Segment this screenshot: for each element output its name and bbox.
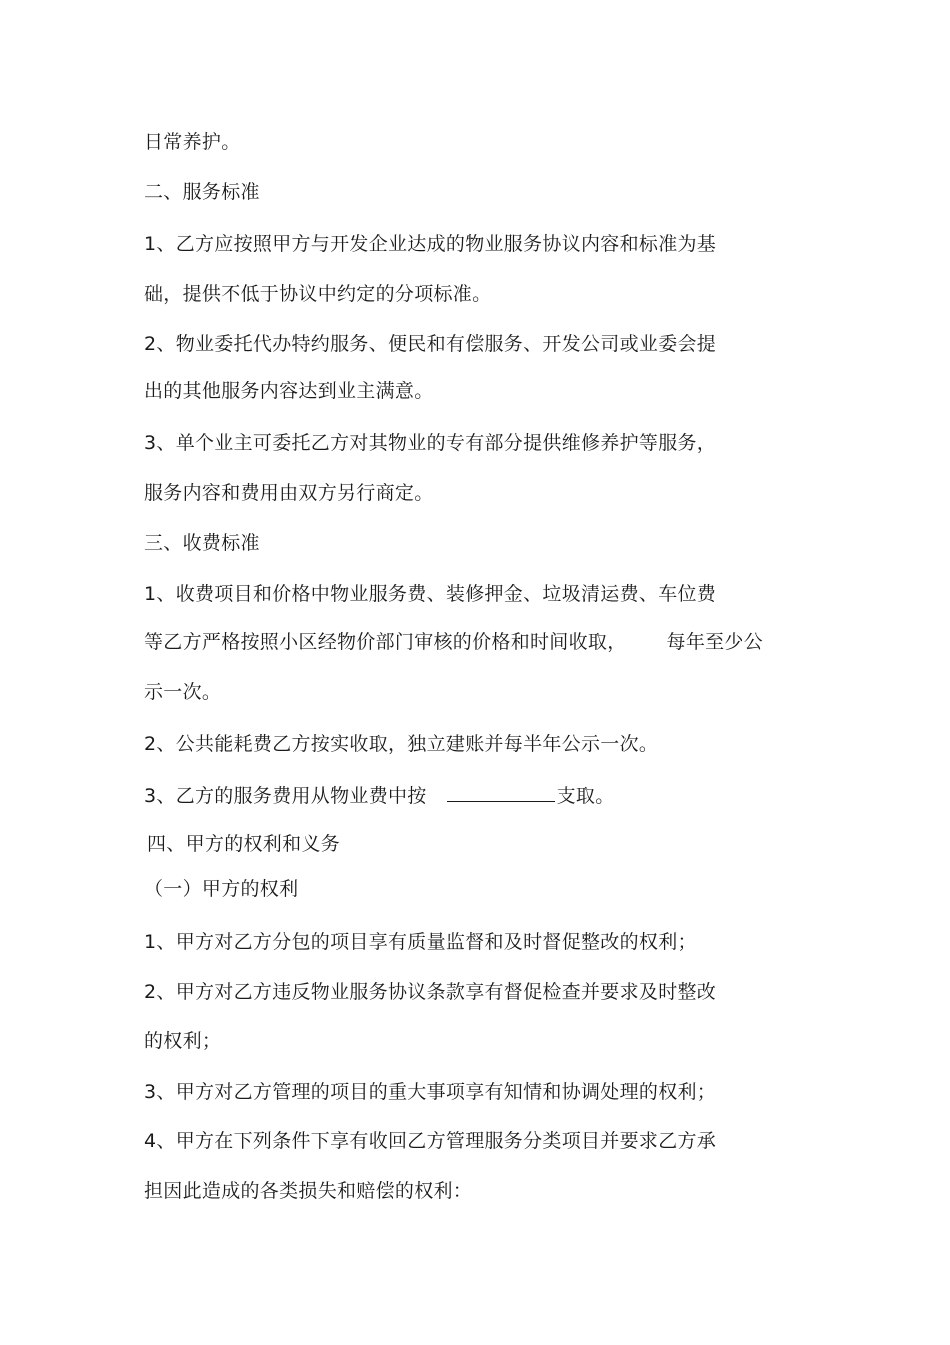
text-line: 1、收费项目和价格中物业服务费、装修押金、垃圾清运费、车位费	[144, 583, 717, 605]
fill-in-blank	[447, 783, 555, 802]
text-line: 1、甲方对乙方分包的项目享有质量监督和及时督促整改的权利；	[144, 931, 697, 953]
text-segment: 每年至少公	[666, 631, 764, 653]
text-line: 3、甲方对乙方管理的项目的重大事项享有知情和协调处理的权利；	[144, 1081, 717, 1103]
text-line: 2、公共能耗费乙方按实收取，独立建账并每半年公示一次。	[144, 733, 659, 755]
text-line: 日常养护。	[144, 131, 241, 153]
section-heading: 二、服务标准	[144, 181, 260, 203]
text-line	[144, 783, 615, 808]
text-line: 2、物业委托代办特约服务、便民和有偿服务、开发公司或业委会提	[144, 333, 717, 355]
text-line: 的权利；	[144, 1030, 222, 1052]
text-line: 出的其他服务内容达到业主满意。	[144, 380, 434, 402]
text-segment: 3、乙方的服务费用从物业费中按	[144, 785, 427, 807]
text-line: 服务内容和费用由双方另行商定。	[144, 482, 434, 504]
text-line: 示一次。	[144, 681, 222, 703]
subsection-heading: （一）甲方的权利	[144, 878, 299, 900]
section-heading: 四、甲方的权利和义务	[147, 833, 341, 855]
text-line: 1、乙方应按照甲方与开发企业达成的物业服务协议内容和标准为基	[144, 233, 717, 255]
text-line: 础，提供不低于协议中约定的分项标准。	[144, 283, 492, 305]
text-line: 担因此造成的各类损失和赔偿的权利：	[144, 1180, 473, 1202]
section-heading: 三、收费标准	[144, 532, 260, 554]
text-line: 3、单个业主可委托乙方对其物业的专有部分提供维修养护等服务，	[144, 432, 717, 454]
text-line	[144, 630, 763, 654]
text-line: 2、甲方对乙方违反物业服务协议条款享有督促检查并要求及时整改	[144, 981, 717, 1003]
text-segment: 等乙方严格按照小区经物价部门审核的价格和时间收取，	[144, 631, 627, 653]
text-line: 4、甲方在下列条件下享有收回乙方管理服务分类项目并要求乙方承	[144, 1130, 717, 1152]
text-segment: 支取。	[556, 785, 615, 807]
